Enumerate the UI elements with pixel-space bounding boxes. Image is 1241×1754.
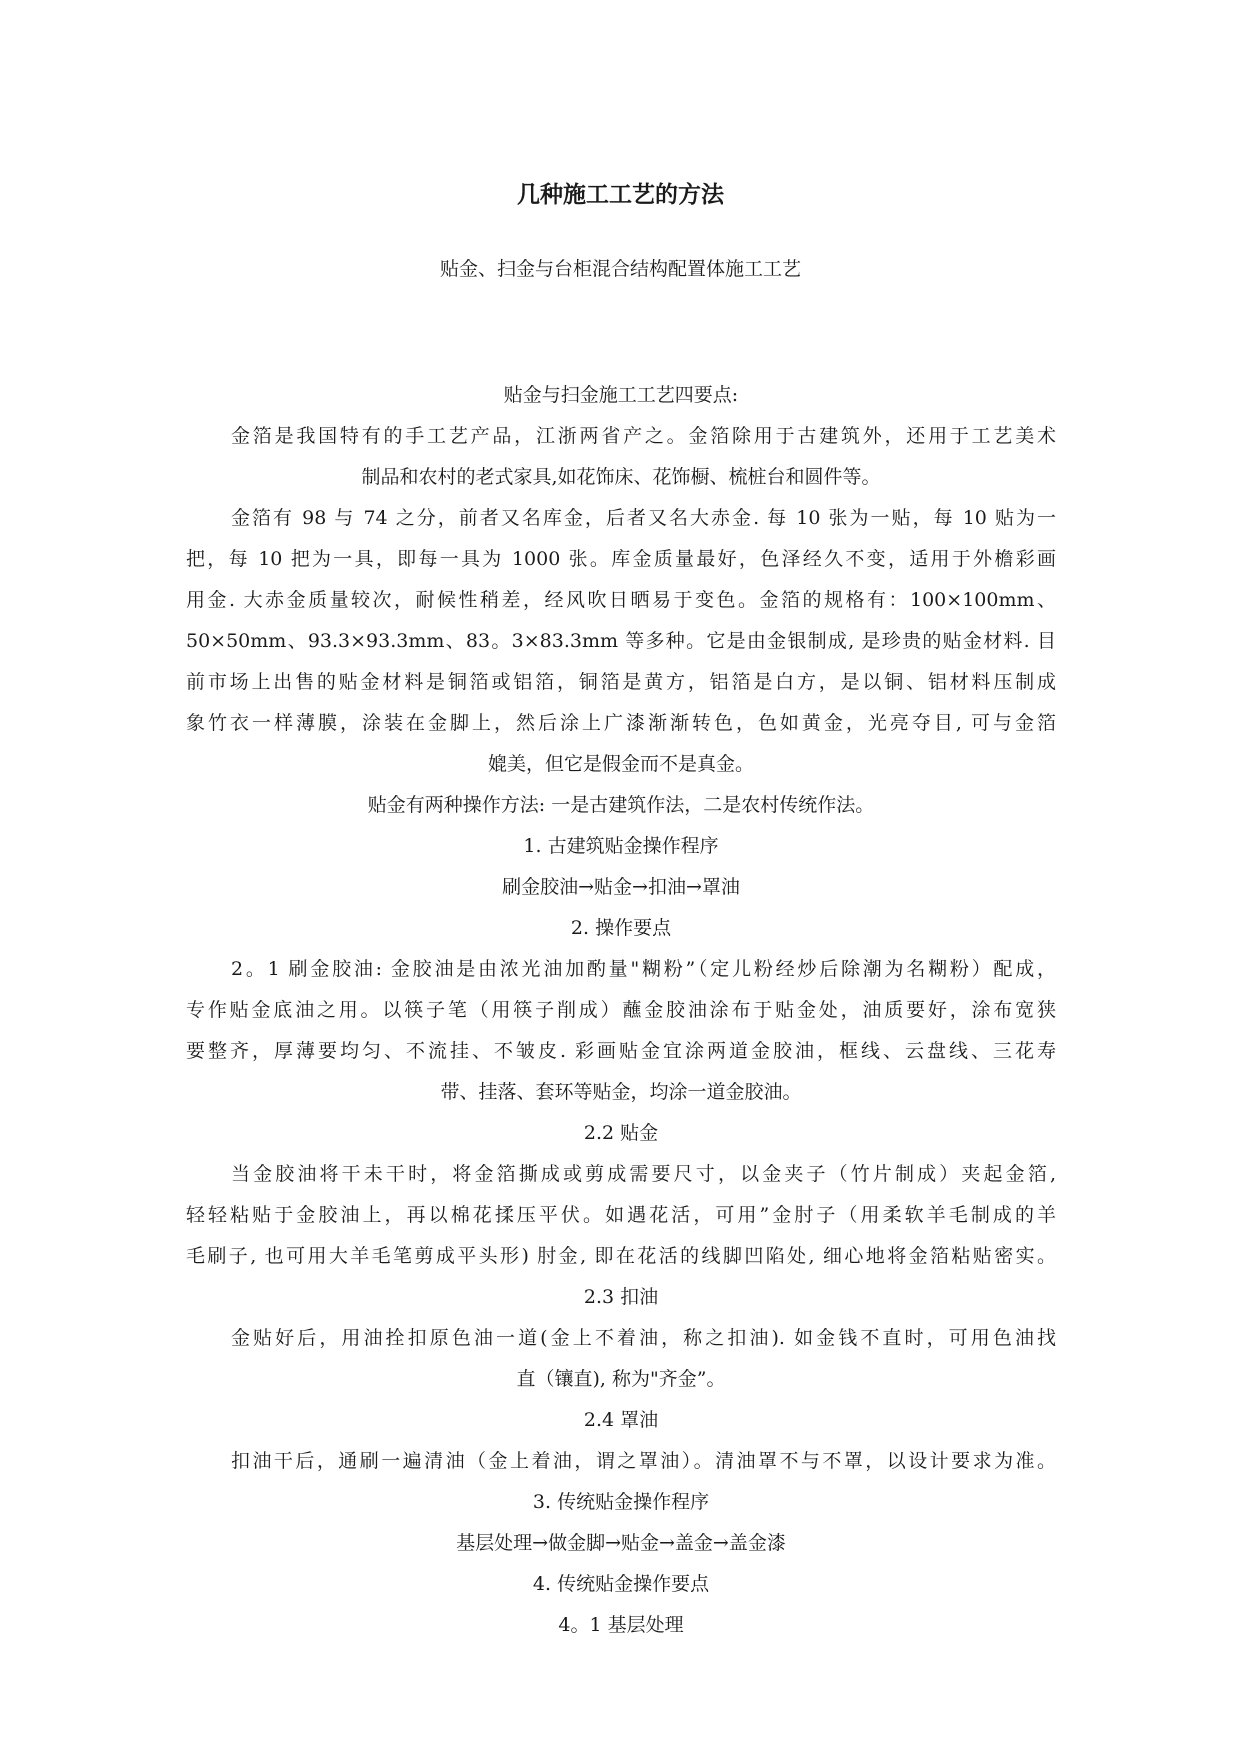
paragraph-line: 媲美，但它是假金而不是真金。	[487, 753, 754, 775]
paragraph-line: 前市场上出售的贴金材料是铜箔或铝箔，铜箔是黄方，铝箔是白方，是以铜、铝材料压制成	[186, 671, 1056, 693]
paragraph-line: 贴金有两种操作方法: 一是古建筑作法，二是农村传统作法。	[367, 794, 875, 816]
paragraph-line: 当金胶油将干未干时，将金箔撕成或剪成需要尺寸，以金夹子（竹片制成）夹起金箔,	[231, 1163, 1056, 1185]
paragraph-line: 1. 古建筑贴金操作程序	[523, 835, 719, 857]
paragraph-line: 贴金与扫金施工工艺四要点:	[503, 384, 739, 406]
paragraph-line: 扣油干后，通刷一遍清油（金上着油，谓之罩油）。清油罩不与不罩，以设计要求为准。	[231, 1450, 1056, 1472]
paragraph-line: 基层处理→做金脚→贴金→盖金→盖金漆	[456, 1532, 786, 1554]
document-title: 几种施工工艺的方法	[517, 181, 724, 208]
paragraph-line: 用金. 大赤金质量较次，耐候性稍差，经风吹日晒易于变色。金箔的规格有：100×100mm、	[186, 589, 1056, 611]
paragraph-line: 4. 传统贴金操作要点	[532, 1573, 710, 1595]
paragraph-line: 带、挂落、套环等贴金，均涂一道金胶油。	[440, 1081, 802, 1103]
paragraph-line: 象竹衣一样薄膜，涂装在金脚上，然后涂上广漆渐渐转色，色如黄金，光亮夺目, 可与金箔	[186, 712, 1056, 734]
paragraph-line: 2.2 贴金	[583, 1122, 659, 1144]
paragraph-line: 4。1 基层处理	[558, 1614, 684, 1636]
paragraph-line: 金箔是我国特有的手工艺产品，江浙两省产之。金箔除用于古建筑外，还用于工艺美术	[231, 425, 1056, 447]
paragraph-line: 2.3 扣油	[583, 1286, 659, 1308]
paragraph-line: 2。1 刷金胶油: 金胶油是由浓光油加酌量"糊粉”（定儿粉经炒后除潮为名糊粉）配成，	[231, 958, 1056, 980]
paragraph-line: 把，每 10 把为一具，即每一具为 1000 张。库金质量最好，色泽经久不变，适用于外檐彩画	[186, 548, 1056, 570]
paragraph-line: 轻轻粘贴于金胶油上，再以棉花揉压平伏。如遇花活，可用”金肘子（用柔软羊毛制成的羊	[186, 1204, 1056, 1226]
paragraph-line: 2.4 罩油	[583, 1409, 659, 1431]
paragraph-line: 2. 操作要点	[570, 917, 672, 939]
paragraph-line: 金箔有 98 与 74 之分，前者又名库金，后者又名大赤金. 每 10 张为一贴，每 10 贴为一	[231, 507, 1056, 529]
paragraph-line: 3. 传统贴金操作程序	[532, 1491, 710, 1513]
paragraph-line: 50×50mm、93.3×93.3mm、83。3×83.3mm 等多种。它是由金银制成, 是珍贵的贴金材料. 目	[186, 630, 1056, 652]
paragraph-line: 毛刷子, 也可用大羊毛笔剪成平头形) 肘金, 即在花活的线脚凹陷处, 细心地将金箔粘贴密实。	[186, 1245, 1056, 1267]
paragraph-line: 直（镶直), 称为"齐金”。	[516, 1368, 726, 1390]
paragraph-line: 要整齐，厚薄要均匀、不流挂、不皱皮. 彩画贴金宜涂两道金胶油，框线、云盘线、三花寿	[186, 1040, 1056, 1062]
paragraph-line: 制品和农村的老式家具,如花饰床、花饰橱、梳桩台和圆件等。	[361, 466, 881, 488]
paragraph-line: 金贴好后，用油拴扣原色油一道(金上不着油，称之扣油). 如金钱不直时，可用色油找	[231, 1327, 1056, 1349]
paragraph-line: 刷金胶油→贴金→扣油→罩油	[502, 876, 740, 898]
paragraph-line: 专作贴金底油之用。以筷子笔（用筷子削成）蘸金胶油涂布于贴金处，油质要好，涂布宽狭	[186, 999, 1056, 1021]
document-subtitle: 贴金、扫金与台柜混合结构配置体施工工艺	[439, 258, 801, 280]
document-body	[186, 375, 1056, 1646]
